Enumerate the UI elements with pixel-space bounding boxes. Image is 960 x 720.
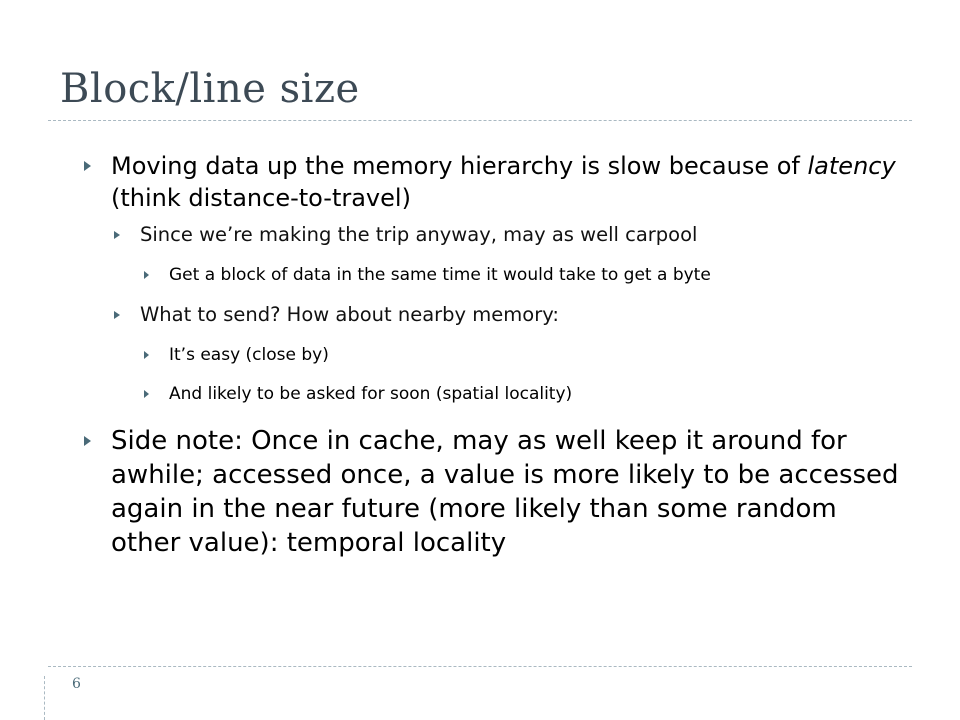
bullet-item-temporal-locality	[80, 424, 900, 560]
bullet-text-emphasis: latency	[807, 152, 896, 180]
triangle-right-icon	[114, 231, 120, 239]
bullet-item-carpool	[110, 222, 900, 248]
triangle-right-icon	[84, 436, 91, 446]
footer-vertical-divider	[44, 676, 45, 720]
bullet-item-easy	[140, 343, 900, 367]
bullet-item-latency	[80, 150, 900, 214]
bullet-text: Side note: Once in cache, may as well keep it around for awhile; accessed once, a value is more likely to be accessed again in the near future (more likely than some random other value): temporal locality	[111, 426, 899, 558]
bullet-text-part: (think distance-to-travel)	[111, 184, 411, 212]
triangle-right-icon	[114, 311, 120, 319]
bullet-text: And likely to be asked for soon (spatial locality)	[169, 384, 573, 404]
bullet-text: What to send? How about nearby memory:	[140, 303, 559, 326]
triangle-right-icon	[144, 271, 149, 279]
bullet-text: Get a block of data in the same time it would take to get a byte	[169, 265, 711, 285]
triangle-right-icon	[84, 161, 91, 171]
slide-title: Block/line size	[60, 66, 360, 112]
bullet-text: It’s easy (close by)	[169, 345, 329, 365]
triangle-right-icon	[144, 390, 149, 398]
bullet-item-spatial-locality	[140, 382, 900, 406]
bullet-item-block-of-data	[140, 263, 900, 287]
bullet-text: Since we’re making the trip anyway, may as well carpool	[140, 223, 698, 246]
title-divider	[48, 120, 912, 121]
page-number: 6	[72, 676, 81, 692]
bullet-item-what-to-send	[110, 302, 900, 328]
bullet-text-part: Moving data up the memory hierarchy is slow because of	[111, 152, 808, 180]
triangle-right-icon	[144, 351, 149, 359]
bullet-list	[80, 150, 900, 568]
footer-divider	[48, 666, 912, 667]
bullet-text	[111, 152, 896, 212]
